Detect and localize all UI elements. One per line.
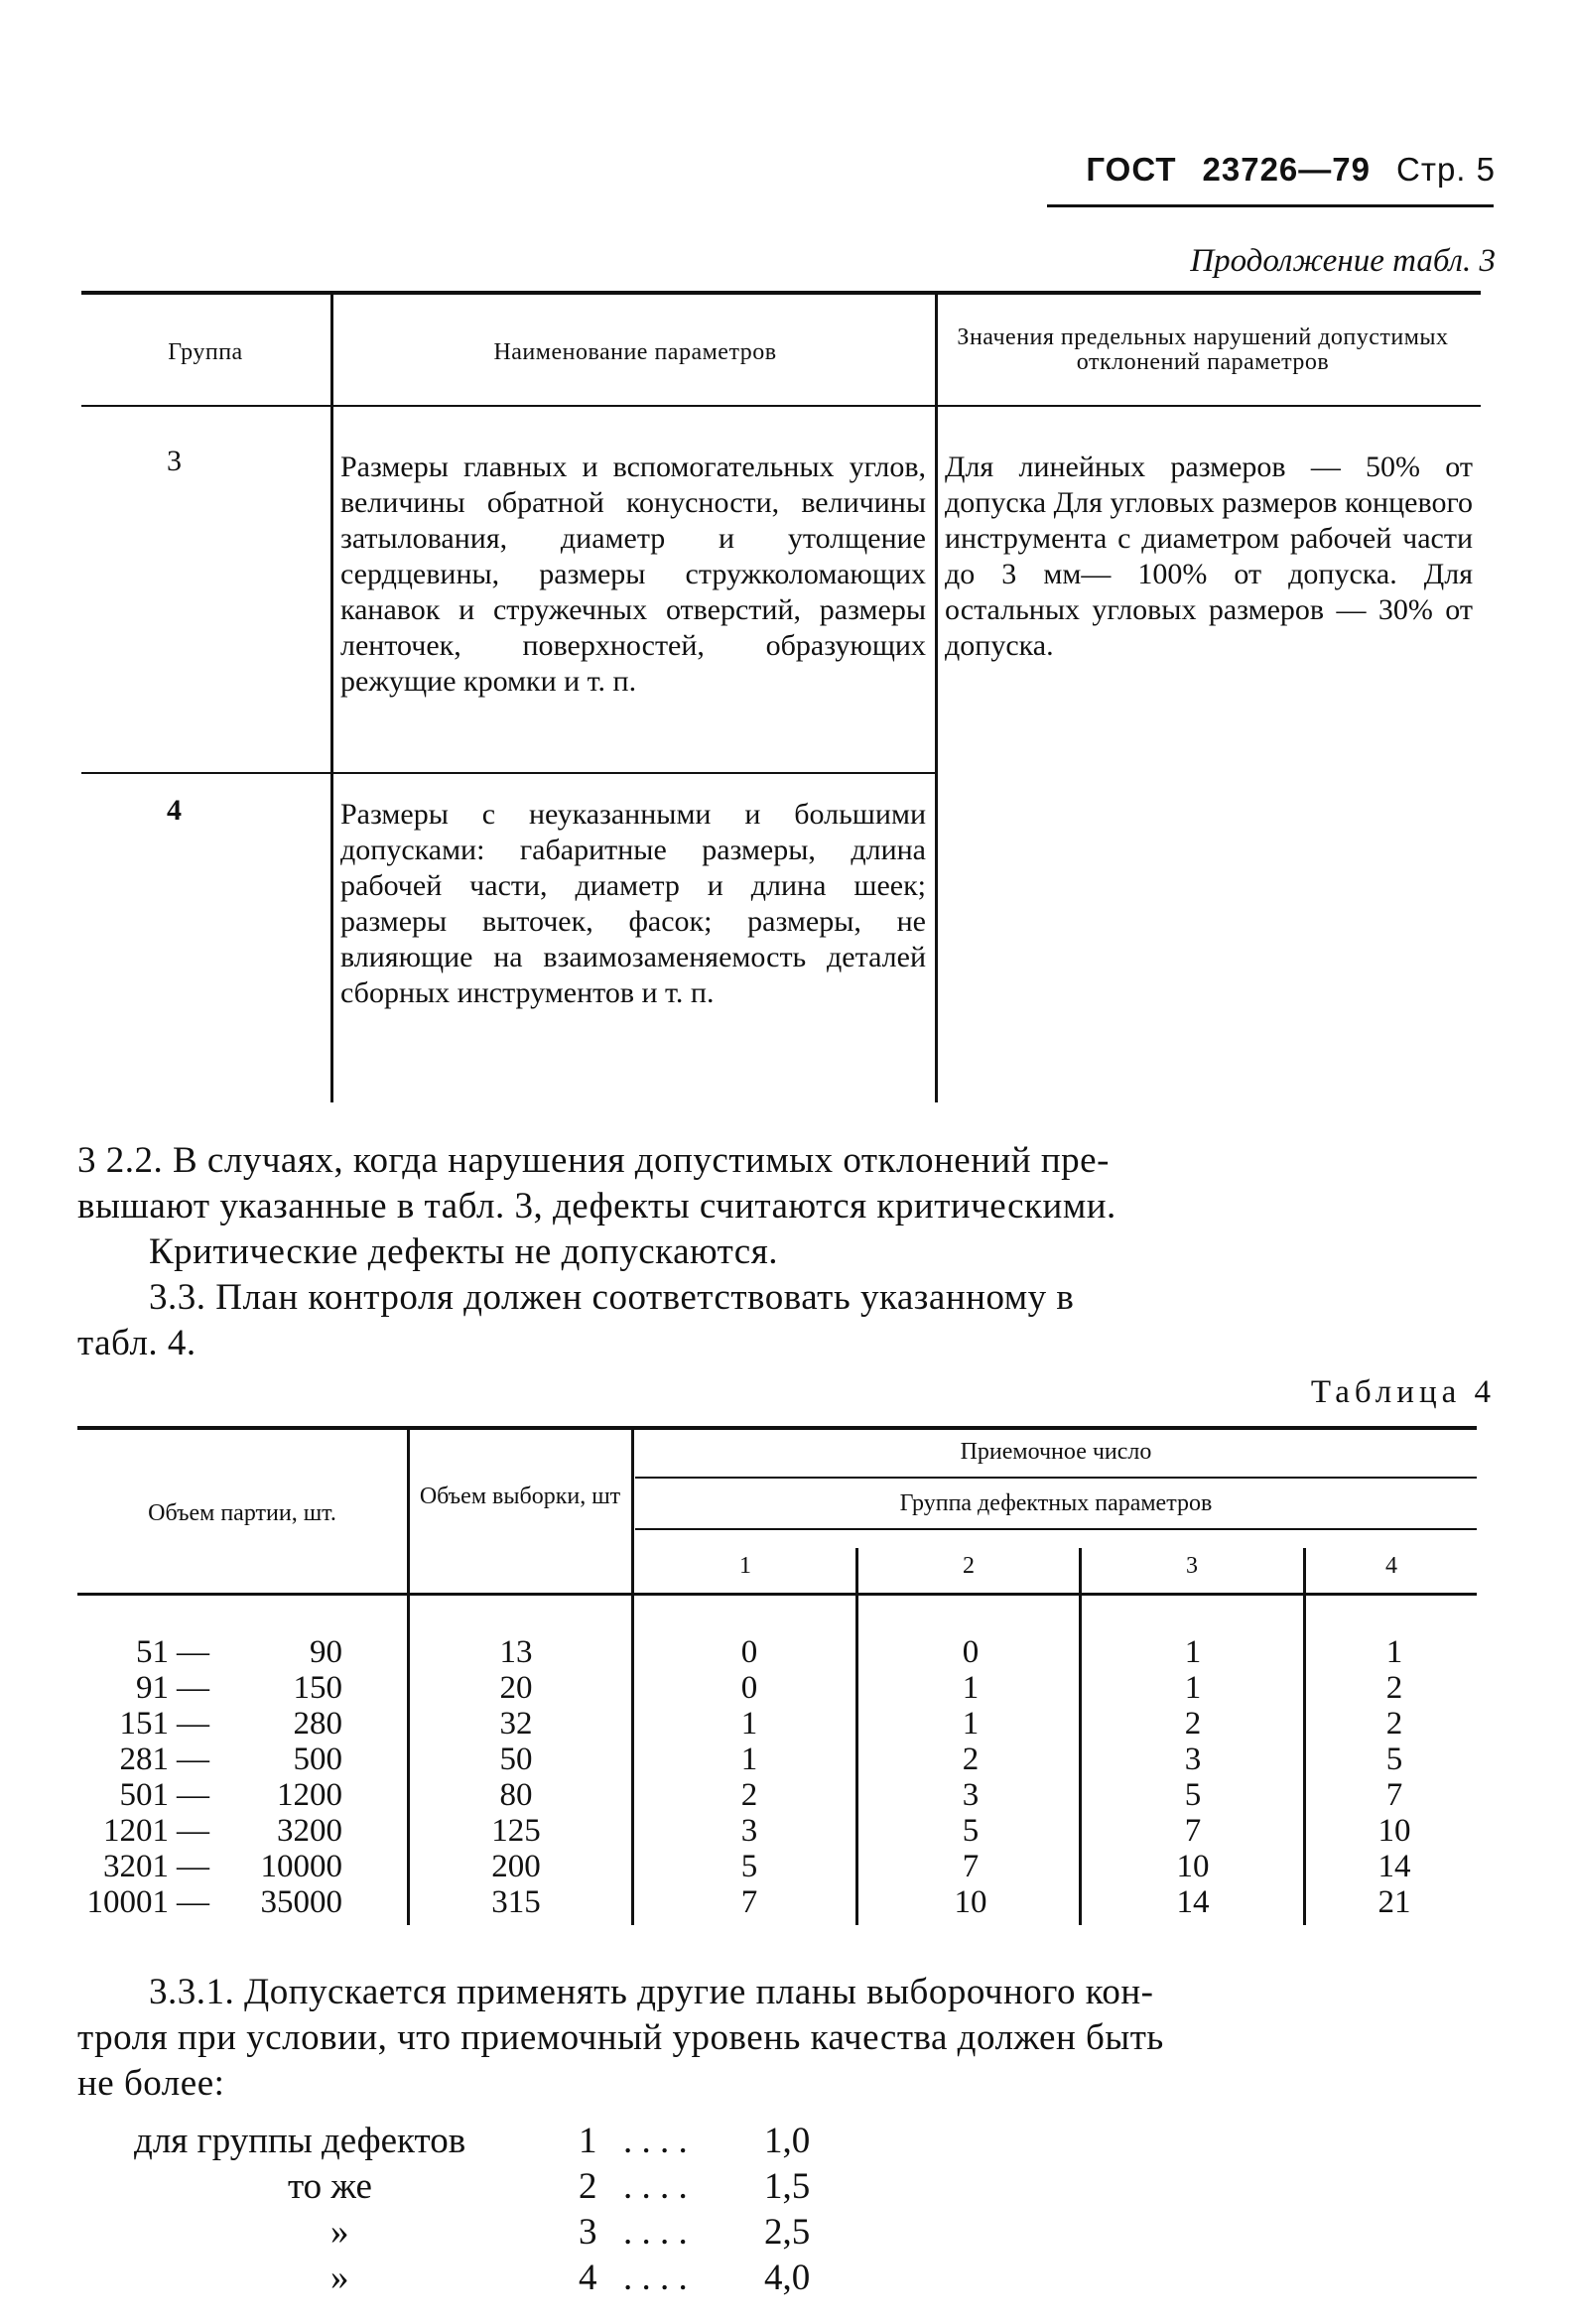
table-cell-accept: 10: [1377, 1813, 1411, 1849]
table-rule: [81, 772, 333, 774]
table-cell-lot-to: 90: [310, 1634, 342, 1670]
col-header-sample: Объем выборки, шт: [419, 1484, 621, 1509]
table-cell-accept: 14: [1176, 1884, 1210, 1920]
table-cell-group: 3: [167, 445, 182, 477]
table-cell-lot-to: 35000: [260, 1884, 342, 1920]
table-cell-accept: 21: [1377, 1884, 1411, 1920]
range-dash: —: [177, 1742, 209, 1777]
table-cell-accept: 5: [1184, 1777, 1202, 1813]
standard-label: ГОСТ: [1086, 151, 1177, 188]
table-cell-lot-from: 1201: [103, 1813, 169, 1849]
paragraph-line: Критические дефекты не допускаются.: [149, 1231, 778, 1272]
range-dash: —: [177, 1634, 209, 1670]
range-dash: —: [177, 1813, 209, 1849]
page-header: [1060, 151, 1496, 189]
col-header-values: Значения предельных нарушений допустимых отклонений параметров: [957, 324, 1449, 376]
table-cell-accept: 2: [962, 1742, 980, 1777]
col-header-group-4: 4: [1385, 1553, 1397, 1579]
table-cell-accept: 1: [740, 1706, 758, 1742]
table-cell-params: Размеры с неуказанными и большими допусками: габаритные размеры, длина рабочей части, диаметр и длина шеек; размеры выточек, фасок; размеры, не влияющие на взаимозаменяемость деталей сборных инструментов и т. п.: [340, 798, 926, 1009]
table-cell-group: 4: [167, 794, 182, 827]
table-cell-accept: 0: [740, 1670, 758, 1706]
level-dots: . . . .: [623, 2212, 688, 2253]
table-cell-accept: 2: [740, 1777, 758, 1813]
paragraph-line: вышают указанные в табл. 3, дефекты считаются критическими.: [77, 1186, 1116, 1227]
table-cell-lot-from: 281: [119, 1742, 169, 1777]
table-rule: [77, 1426, 1477, 1430]
table-cell-values: Для линейных размеров — 50% от допуска Для угловых размеров концевого инструмента с диаметром рабочей части до 3 мм— 100% от допуска. Для остальных угловых размеров — 30% от допуска.: [945, 451, 1473, 662]
table-cell-lot-from: 10001: [86, 1884, 169, 1920]
paragraph-line: троля при условии, что приемочный уровень качества должен быть: [77, 2017, 1164, 2058]
table-cell-accept: 7: [740, 1884, 758, 1920]
table-rule: [330, 294, 333, 1102]
level-dots: . . . .: [623, 2258, 688, 2298]
range-dash: —: [177, 1849, 209, 1884]
level-dots: . . . .: [623, 2166, 688, 2207]
level-value: 1,0: [764, 2121, 811, 2161]
level-label: для группы дефектов: [134, 2121, 466, 2161]
level-label: то же: [288, 2166, 372, 2207]
table-cell-lot-to: 150: [293, 1670, 342, 1706]
table-cell-sample: 200: [491, 1849, 541, 1884]
level-label: »: [330, 2258, 349, 2298]
col-header-lot: Объем партии, шт.: [148, 1500, 336, 1526]
level-group-number: 4: [579, 2258, 597, 2298]
col-header-group-3: 3: [1186, 1553, 1198, 1579]
level-group-number: 2: [579, 2166, 597, 2207]
table-cell-lot-from: 51: [136, 1634, 169, 1670]
table-cell-lot-to: 10000: [260, 1849, 342, 1884]
level-group-number: 1: [579, 2121, 597, 2161]
table-cell-accept: 3: [740, 1813, 758, 1849]
table-cell-accept: 2: [1184, 1706, 1202, 1742]
level-group-number: 3: [579, 2212, 597, 2253]
table-cell-accept: 7: [962, 1849, 980, 1884]
table-cell-lot-to: 500: [293, 1742, 342, 1777]
table-cell-accept: 7: [1385, 1777, 1403, 1813]
table-cell-accept: 1: [962, 1670, 980, 1706]
table-cell-accept: 5: [962, 1813, 980, 1849]
table-rule: [330, 772, 937, 774]
table-cell-accept: 0: [740, 1634, 758, 1670]
table-rule: [1079, 1548, 1082, 1925]
table-cell-accept: 3: [962, 1777, 980, 1813]
level-dots: . . . .: [623, 2121, 688, 2161]
table-rule: [407, 1429, 410, 1925]
table-cell-lot-from: 501: [119, 1777, 169, 1813]
table-cell-accept: 14: [1377, 1849, 1411, 1884]
table-4-title: Таблица 4: [1310, 1374, 1496, 1410]
table-cell-accept: 1: [1184, 1670, 1202, 1706]
paragraph-line: не более:: [77, 2063, 225, 2104]
table-rule: [631, 1429, 634, 1925]
range-dash: —: [177, 1777, 209, 1813]
header-rule: [1047, 204, 1494, 207]
table-cell-sample: 80: [499, 1777, 533, 1813]
table-cell-accept: 2: [1385, 1670, 1403, 1706]
level-value: 4,0: [764, 2258, 811, 2298]
table-cell-accept: 7: [1184, 1813, 1202, 1849]
standard-number: 23726—79: [1202, 151, 1371, 188]
table-cell-lot-from: 91: [136, 1670, 169, 1706]
table-cell-sample: 315: [491, 1884, 541, 1920]
table-cell-accept: 0: [962, 1634, 980, 1670]
table-rule: [81, 405, 1481, 407]
paragraph-line: 3.3. План контроля должен соответствовать указанному в: [149, 1277, 1075, 1318]
table-cell-lot-to: 3200: [277, 1813, 342, 1849]
table-cell-sample: 13: [499, 1634, 533, 1670]
table-rule: [855, 1548, 858, 1925]
table-rule: [1303, 1548, 1306, 1925]
level-value: 1,5: [764, 2166, 811, 2207]
paragraph-line: 3 2.2. В случаях, когда нарушения допустимых отклонений пре-: [77, 1140, 1110, 1181]
range-dash: —: [177, 1670, 209, 1706]
table-cell-accept: 1: [962, 1706, 980, 1742]
table-rule: [77, 1593, 1477, 1596]
level-label: »: [330, 2212, 349, 2253]
table-cell-lot-to: 1200: [277, 1777, 342, 1813]
table-cell-lot-from: 3201: [103, 1849, 169, 1884]
table-rule: [81, 291, 1481, 295]
table-cell-sample: 32: [499, 1706, 533, 1742]
table-cell-accept: 1: [1385, 1634, 1403, 1670]
col-header-accept: Приемочное число: [960, 1439, 1152, 1465]
col-header-params: Наименование параметров: [493, 339, 777, 365]
table-cell-accept: 5: [1385, 1742, 1403, 1777]
table-cell-accept: 5: [740, 1849, 758, 1884]
paragraph-line: 3.3.1. Допускается применять другие планы выборочного кон-: [149, 1972, 1154, 2012]
table-cell-sample: 20: [499, 1670, 533, 1706]
page-number: Стр. 5: [1396, 151, 1496, 188]
table-cell-accept: 10: [954, 1884, 987, 1920]
table-rule: [935, 294, 938, 1102]
table-cell-accept: 2: [1385, 1706, 1403, 1742]
continuation-label: Продолжение табл. 3: [1190, 243, 1496, 279]
col-header-group-2: 2: [963, 1553, 975, 1579]
table-cell-accept: 10: [1176, 1849, 1210, 1884]
table-cell-params: Размеры главных и вспомогательных углов, величины обратной конусности, величины затылования, диаметр и утолщение сердцевины, размеры стружколомающих канавок и стружечных отверстий, размеры ленточек, поверхностей, образующих режущие кромки и т. п.: [340, 451, 926, 698]
range-dash: —: [177, 1884, 209, 1920]
table-cell-accept: 1: [740, 1742, 758, 1777]
level-value: 2,5: [764, 2212, 811, 2253]
range-dash: —: [177, 1706, 209, 1742]
col-header-group: Группа: [168, 339, 243, 365]
table-cell-accept: 1: [1184, 1634, 1202, 1670]
paragraph-line: табл. 4.: [77, 1323, 197, 1363]
table-cell-sample: 50: [499, 1742, 533, 1777]
table-cell-accept: 3: [1184, 1742, 1202, 1777]
table-cell-lot-to: 280: [293, 1706, 342, 1742]
table-cell-lot-from: 151: [119, 1706, 169, 1742]
table-cell-sample: 125: [491, 1813, 541, 1849]
table-rule: [635, 1528, 1477, 1530]
col-header-group: Группа дефектных параметров: [899, 1490, 1213, 1516]
col-header-group-1: 1: [739, 1553, 751, 1579]
table-rule: [635, 1477, 1477, 1479]
